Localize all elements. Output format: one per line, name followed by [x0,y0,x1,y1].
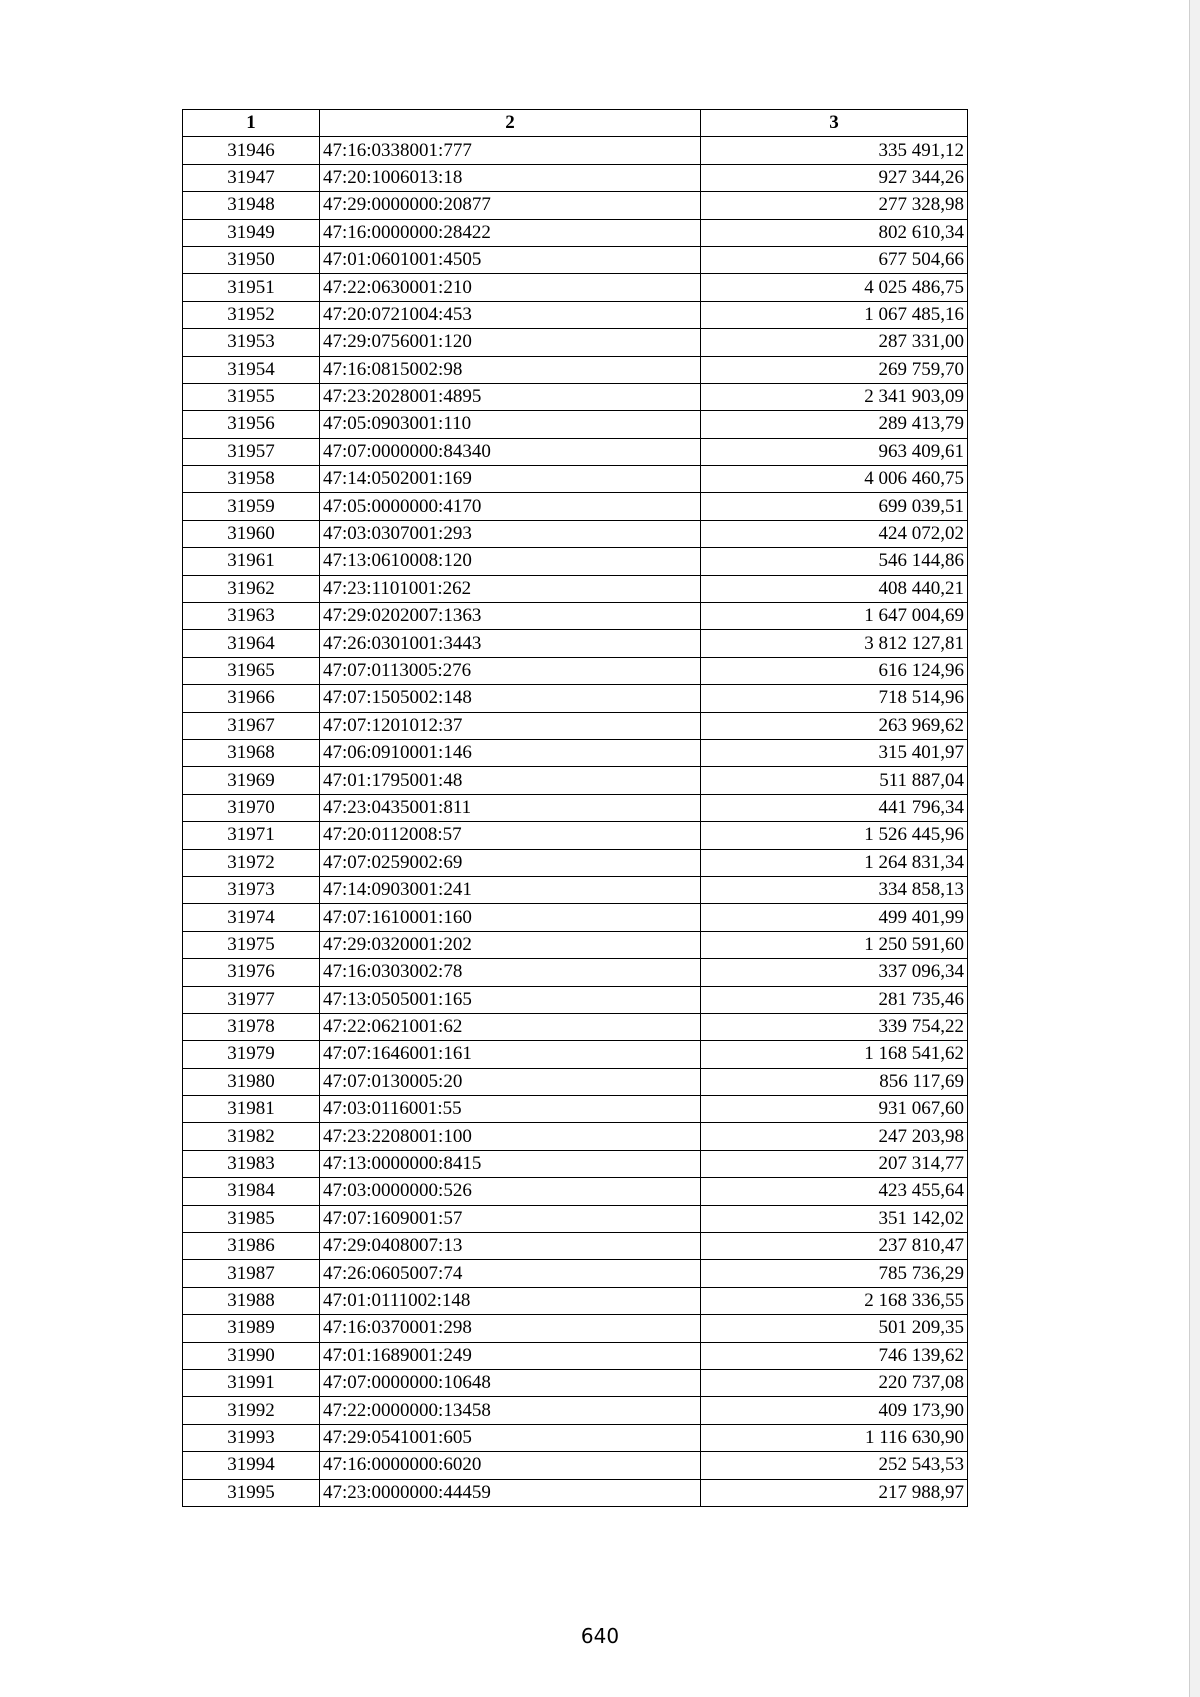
row-number-cell: 31946 [183,137,320,164]
cadastral-number-cell: 47:16:0303002:78 [320,959,701,986]
row-number-cell: 31971 [183,822,320,849]
row-number-cell: 31990 [183,1342,320,1369]
cadastral-number-cell: 47:23:2028001:4895 [320,383,701,410]
value-cell: 1 250 591,60 [701,931,968,958]
cadastral-number-cell: 47:07:0000000:10648 [320,1369,701,1396]
value-cell: 785 736,29 [701,1260,968,1287]
row-number-cell: 31950 [183,246,320,273]
row-number-cell: 31949 [183,219,320,246]
table-row [183,1479,968,1506]
table-row [183,876,968,903]
cadastral-number-cell: 47:07:0000000:84340 [320,438,701,465]
cadastral-number-cell: 47:26:0301001:3443 [320,630,701,657]
cadastral-number-cell: 47:22:0630001:210 [320,274,701,301]
row-number-cell: 31983 [183,1150,320,1177]
value-cell: 287 331,00 [701,329,968,356]
row-number-cell: 31959 [183,493,320,520]
table-row [183,274,968,301]
table-row [183,164,968,191]
table-body [183,137,968,1507]
table-row [183,1178,968,1205]
value-cell: 408 440,21 [701,575,968,602]
value-cell: 252 543,53 [701,1452,968,1479]
cadastral-number-cell: 47:07:1609001:57 [320,1205,701,1232]
cadastral-number-cell: 47:03:0116001:55 [320,1096,701,1123]
table-row [183,1287,968,1314]
cadastral-number-cell: 47:05:0000000:4170 [320,493,701,520]
row-number-cell: 31948 [183,192,320,219]
row-number-cell: 31979 [183,1041,320,1068]
value-cell: 499 401,99 [701,904,968,931]
value-cell: 616 124,96 [701,657,968,684]
row-number-cell: 31964 [183,630,320,657]
table-row [183,192,968,219]
cadastral-number-cell: 47:29:0202007:1363 [320,603,701,630]
table-row [183,1150,968,1177]
table-row [183,438,968,465]
value-cell: 337 096,34 [701,959,968,986]
row-number-cell: 31981 [183,1096,320,1123]
table-row [183,301,968,328]
row-number-cell: 31988 [183,1287,320,1314]
cadastral-number-cell: 47:07:1610001:160 [320,904,701,931]
cadastral-number-cell: 47:23:2208001:100 [320,1123,701,1150]
row-number-cell: 31978 [183,1013,320,1040]
value-cell: 1 526 445,96 [701,822,968,849]
row-number-cell: 31976 [183,959,320,986]
table-row [183,685,968,712]
row-number-cell: 31982 [183,1123,320,1150]
table-row [183,1041,968,1068]
row-number-cell: 31989 [183,1315,320,1342]
table-row [183,1397,968,1424]
value-cell: 4 025 486,75 [701,274,968,301]
row-number-cell: 31969 [183,767,320,794]
value-cell: 511 887,04 [701,767,968,794]
cadastral-number-cell: 47:29:0756001:120 [320,329,701,356]
cadastral-number-cell: 47:13:0505001:165 [320,986,701,1013]
row-number-cell: 31963 [183,603,320,630]
table-row [183,1260,968,1287]
row-number-cell: 31977 [183,986,320,1013]
value-cell: 856 117,69 [701,1068,968,1095]
table-row [183,548,968,575]
column-header-3: 3 [701,110,968,137]
cadastral-number-cell: 47:29:0541001:605 [320,1424,701,1451]
cadastral-number-cell: 47:16:0000000:28422 [320,219,701,246]
table-row [183,493,968,520]
row-number-cell: 31958 [183,466,320,493]
value-cell: 501 209,35 [701,1315,968,1342]
value-cell: 237 810,47 [701,1233,968,1260]
table-row [183,575,968,602]
row-number-cell: 31957 [183,438,320,465]
table-row [183,822,968,849]
table-row [183,794,968,821]
cadastral-number-cell: 47:06:0910001:146 [320,739,701,766]
table-row [183,849,968,876]
row-number-cell: 31987 [183,1260,320,1287]
cadastral-number-cell: 47:01:0601001:4505 [320,246,701,273]
table-row [183,657,968,684]
value-cell: 2 341 903,09 [701,383,968,410]
cadastral-number-cell: 47:20:0112008:57 [320,822,701,849]
table-row [183,1068,968,1095]
cadastral-number-cell: 47:07:1646001:161 [320,1041,701,1068]
value-cell: 963 409,61 [701,438,968,465]
cadastral-number-cell: 47:01:1795001:48 [320,767,701,794]
value-cell: 546 144,86 [701,548,968,575]
cadastral-number-cell: 47:16:0815002:98 [320,356,701,383]
table-row [183,904,968,931]
table-row [183,411,968,438]
table-row [183,246,968,273]
value-cell: 289 413,79 [701,411,968,438]
row-number-cell: 31962 [183,575,320,602]
table-row [183,356,968,383]
cadastral-number-cell: 47:07:0259002:69 [320,849,701,876]
column-header-1: 1 [183,110,320,137]
table-row [183,137,968,164]
cadastral-number-cell: 47:29:0408007:13 [320,1233,701,1260]
value-cell: 4 006 460,75 [701,466,968,493]
value-cell: 247 203,98 [701,1123,968,1150]
table-row [183,383,968,410]
row-number-cell: 31993 [183,1424,320,1451]
value-cell: 424 072,02 [701,520,968,547]
cadastral-number-cell: 47:07:1201012:37 [320,712,701,739]
cadastral-number-cell: 47:26:0605007:74 [320,1260,701,1287]
row-number-cell: 31952 [183,301,320,328]
value-cell: 1 647 004,69 [701,603,968,630]
cadastral-number-cell: 47:20:1006013:18 [320,164,701,191]
value-cell: 931 067,60 [701,1096,968,1123]
value-cell: 207 314,77 [701,1150,968,1177]
row-number-cell: 31966 [183,685,320,712]
table-row [183,767,968,794]
table-row [183,959,968,986]
row-number-cell: 31986 [183,1233,320,1260]
table-row [183,986,968,1013]
cadastral-number-cell: 47:29:0000000:20877 [320,192,701,219]
table-row [183,603,968,630]
table-row [183,931,968,958]
table-row [183,520,968,547]
cadastral-number-cell: 47:23:0435001:811 [320,794,701,821]
value-cell: 335 491,12 [701,137,968,164]
cadastral-number-cell: 47:22:0621001:62 [320,1013,701,1040]
table-row [183,1013,968,1040]
value-cell: 927 344,26 [701,164,968,191]
value-cell: 351 142,02 [701,1205,968,1232]
row-number-cell: 31980 [183,1068,320,1095]
row-number-cell: 31953 [183,329,320,356]
cadastral-number-cell: 47:07:0113005:276 [320,657,701,684]
value-cell: 263 969,62 [701,712,968,739]
table-row [183,329,968,356]
table-row [183,1096,968,1123]
value-cell: 746 139,62 [701,1342,968,1369]
row-number-cell: 31973 [183,876,320,903]
cadastral-number-cell: 47:01:1689001:249 [320,1342,701,1369]
value-cell: 699 039,51 [701,493,968,520]
cadastral-number-cell: 47:07:0130005:20 [320,1068,701,1095]
value-cell: 1 264 831,34 [701,849,968,876]
cadastral-number-cell: 47:01:0111002:148 [320,1287,701,1314]
column-header-2: 2 [320,110,701,137]
table-row [183,1342,968,1369]
page-edge [1189,0,1200,1697]
row-number-cell: 31970 [183,794,320,821]
row-number-cell: 31972 [183,849,320,876]
row-number-cell: 31956 [183,411,320,438]
value-cell: 423 455,64 [701,1178,968,1205]
value-cell: 3 812 127,81 [701,630,968,657]
cadastral-number-cell: 47:03:0307001:293 [320,520,701,547]
row-number-cell: 31968 [183,739,320,766]
value-cell: 1 116 630,90 [701,1424,968,1451]
cadastral-number-cell: 47:22:0000000:13458 [320,1397,701,1424]
row-number-cell: 31991 [183,1369,320,1396]
value-cell: 1 168 541,62 [701,1041,968,1068]
value-cell: 677 504,66 [701,246,968,273]
cadastral-number-cell: 47:29:0320001:202 [320,931,701,958]
row-number-cell: 31965 [183,657,320,684]
table-row [183,1123,968,1150]
value-cell: 339 754,22 [701,1013,968,1040]
table-row [183,466,968,493]
page-number: 640 [580,1624,620,1648]
row-number-cell: 31955 [183,383,320,410]
row-number-cell: 31951 [183,274,320,301]
cadastral-number-cell: 47:20:0721004:453 [320,301,701,328]
cadastral-number-cell: 47:16:0370001:298 [320,1315,701,1342]
value-cell: 269 759,70 [701,356,968,383]
row-number-cell: 31954 [183,356,320,383]
cadastral-number-cell: 47:03:0000000:526 [320,1178,701,1205]
cadastral-number-cell: 47:23:1101001:262 [320,575,701,602]
row-number-cell: 31947 [183,164,320,191]
value-cell: 217 988,97 [701,1479,968,1506]
cadastral-number-cell: 47:16:0338001:777 [320,137,701,164]
row-number-cell: 31974 [183,904,320,931]
cadastral-number-cell: 47:05:0903001:110 [320,411,701,438]
table-row [183,739,968,766]
value-cell: 441 796,34 [701,794,968,821]
cadastral-number-cell: 47:13:0610008:120 [320,548,701,575]
table-row [183,1452,968,1479]
cadastral-number-cell: 47:16:0000000:6020 [320,1452,701,1479]
value-cell: 315 401,97 [701,739,968,766]
row-number-cell: 31975 [183,931,320,958]
table-row [183,630,968,657]
value-cell: 409 173,90 [701,1397,968,1424]
row-number-cell: 31960 [183,520,320,547]
cadastral-number-cell: 47:14:0502001:169 [320,466,701,493]
table-row [183,219,968,246]
value-cell: 1 067 485,16 [701,301,968,328]
row-number-cell: 31994 [183,1452,320,1479]
cadastral-number-cell: 47:14:0903001:241 [320,876,701,903]
value-cell: 281 735,46 [701,986,968,1013]
cadastral-number-cell: 47:07:1505002:148 [320,685,701,712]
table-row [183,1233,968,1260]
table-row [183,1315,968,1342]
row-number-cell: 31984 [183,1178,320,1205]
table-header-row [183,110,968,137]
table-row [183,1424,968,1451]
row-number-cell: 31995 [183,1479,320,1506]
table-row [183,1369,968,1396]
table-row [183,1205,968,1232]
cadastral-number-cell: 47:23:0000000:44459 [320,1479,701,1506]
row-number-cell: 31985 [183,1205,320,1232]
row-number-cell: 31967 [183,712,320,739]
value-cell: 2 168 336,55 [701,1287,968,1314]
value-cell: 277 328,98 [701,192,968,219]
value-cell: 220 737,08 [701,1369,968,1396]
data-table [182,109,968,1507]
value-cell: 718 514,96 [701,685,968,712]
value-cell: 802 610,34 [701,219,968,246]
row-number-cell: 31992 [183,1397,320,1424]
row-number-cell: 31961 [183,548,320,575]
value-cell: 334 858,13 [701,876,968,903]
table-row [183,712,968,739]
cadastral-number-cell: 47:13:0000000:8415 [320,1150,701,1177]
